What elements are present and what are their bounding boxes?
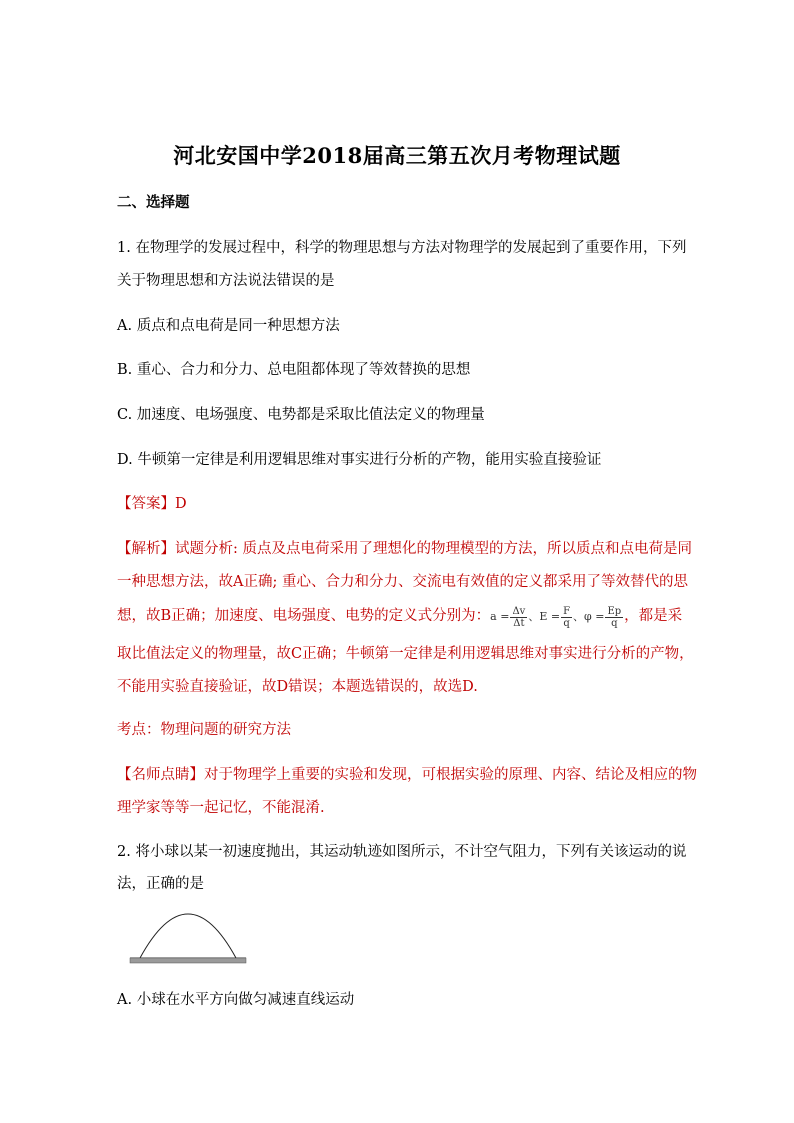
- acceleration-numerator: Δv: [512, 605, 526, 617]
- potential-fraction: [605, 606, 623, 629]
- q1-option-a: A. 质点和点电荷是同一种思想方法: [117, 318, 340, 334]
- ground-hatch: [130, 958, 246, 963]
- section-heading: 二、选择题: [117, 194, 190, 211]
- trajectory-curve: [140, 914, 236, 958]
- field-strength-fraction: [561, 606, 572, 629]
- q1-analysis-line-3: [117, 602, 687, 631]
- q1-option-b: B. 重心、合力和分力、总电阻都体现了等效替换的思想: [117, 362, 471, 378]
- analysis-line-3-prefix: 想，故B正确；加速度、电场强度、电势的定义式分别为：: [117, 608, 491, 624]
- q2-stem-line-2: 法，正确的是: [117, 876, 204, 892]
- q1-stem-line-2: 关于物理思想和方法说法错误的是: [117, 273, 335, 289]
- q1-option-c: C. 加速度、电场强度、电势都是采取比值法定义的物理量: [117, 407, 485, 423]
- projectile-trajectory-figure: [128, 880, 248, 970]
- q1-analysis-line-5: 不能用实验直接验证，故D错误；本题选错误的，故选D.: [117, 679, 478, 695]
- acceleration-denominator: Δt: [513, 617, 525, 629]
- q1-dianjing-line-1: 【名师点睛】对于物理学上重要的实验和发现，可根据实验的原理、内容、结论及相应的物: [117, 767, 697, 783]
- formula-separator-1: 、: [528, 610, 540, 623]
- q1-kaodian: 考点：物理问题的研究方法: [117, 722, 291, 738]
- q1-analysis-line-2: 一种思想方法，故A正确; 重心、合力和分力、交流电有效值的定义都采用了等效替代的思: [117, 574, 688, 590]
- q1-stem-line-1: 1. 在物理学的发展过程中，科学的物理思想与方法对物理学的发展起到了重要作用，下列: [117, 240, 687, 256]
- q2-option-a: A. 小球在水平方向做匀减速直线运动: [117, 992, 355, 1008]
- analysis-line-3-suffix: ，都是采: [624, 608, 683, 624]
- q1-dianjing-line-2: 理学家等等一起记忆，不能混淆.: [117, 800, 325, 816]
- q1-analysis-line-4: 取比值法定义的物理量，故C正确；牛顿第一定律是利用逻辑思维对事实进行分析的产物，: [117, 646, 694, 662]
- potential-formula-lhs: φ =: [584, 610, 605, 623]
- acceleration-formula-lhs: a =: [490, 610, 510, 623]
- field-strength-formula-lhs: E =: [539, 610, 561, 623]
- acceleration-fraction: [510, 606, 527, 629]
- definition-formulas: [490, 605, 624, 629]
- potential-denominator: q: [611, 617, 618, 629]
- potential-numerator: Ep: [607, 605, 622, 617]
- field-strength-denominator: q: [563, 617, 570, 629]
- field-strength-numerator: F: [563, 605, 571, 617]
- q1-option-d: D. 牛顿第一定律是利用逻辑思维对事实进行分析的产物，能用实验直接验证: [117, 452, 602, 468]
- page-title: 河北安国中学2018届高三第五次月考物理试题: [173, 143, 621, 168]
- formula-separator-2: 、: [573, 610, 585, 623]
- q1-answer: 【答案】D: [117, 496, 187, 512]
- q1-analysis-line-1: 【解析】试题分析: 质点及点电荷采用了理想化的物理模型的方法，所以质点和点电荷是同: [117, 541, 692, 557]
- q2-stem-line-1: 2. 将小球以某一初速度抛出，其运动轨迹如图所示，不计空气阻力，下列有关该运动的说: [117, 844, 687, 860]
